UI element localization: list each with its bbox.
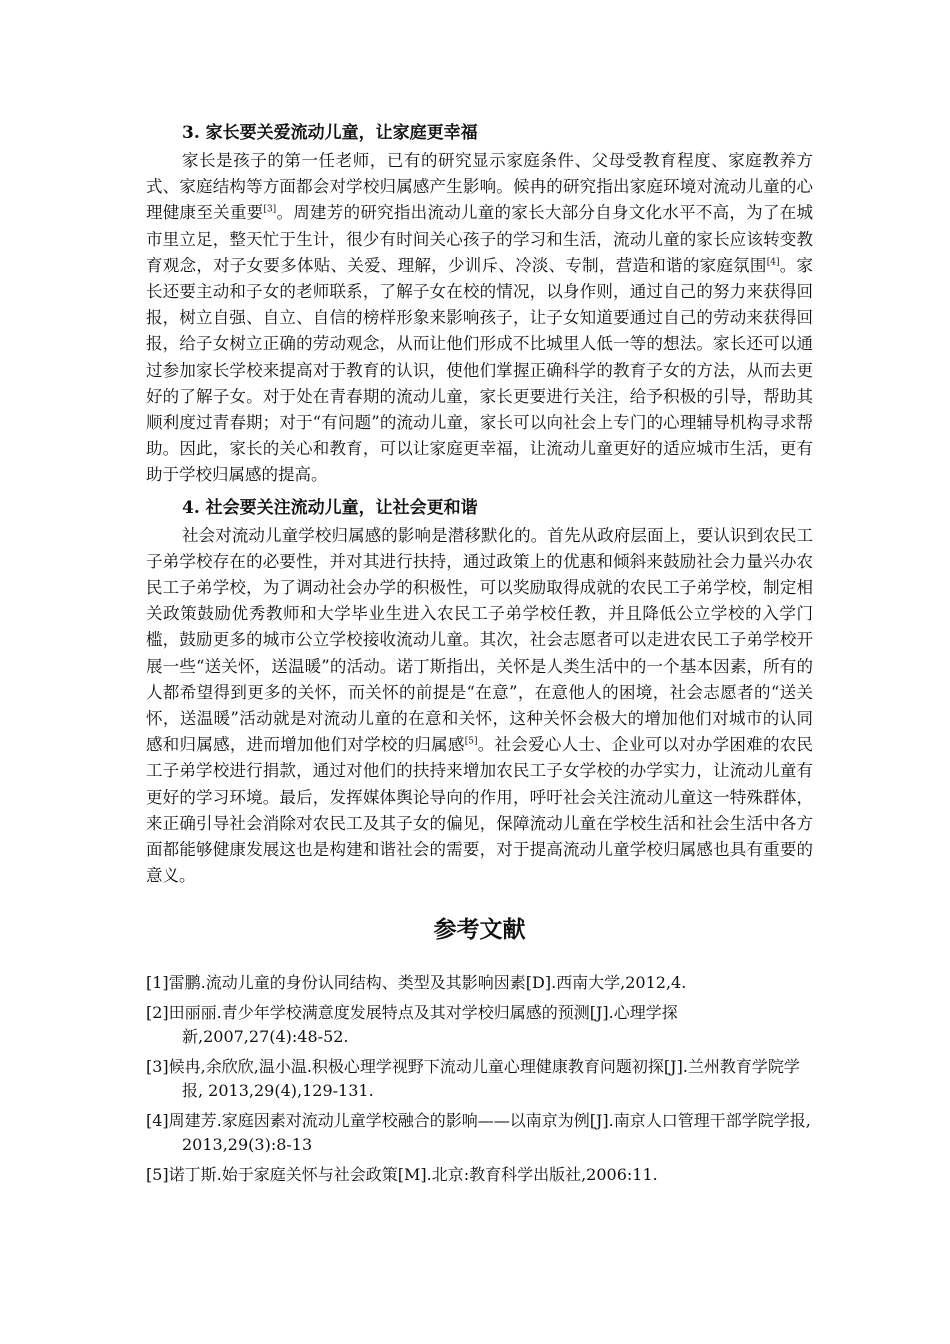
section-3-text-a: 家长是孩子的第一任老师，已有的研究显示家庭条件、父母受教育程度、家庭教养方式、家庭结构等方面都会对学校归属感产生影响。候冉的研究指出家庭环境对流动儿童的心理健康至关重要: [146, 151, 813, 223]
citation-5: [5]: [464, 736, 478, 747]
references-title: 参考文献: [433, 917, 526, 944]
section-4-text-a: 社会对流动儿童学校归属感的影响是潜移默化的。首先从政府层面上，要认识到农民工子弟学校存在的必要性，并对其进行扶持，通过政策上的优惠和倾斜来鼓励社会力量兴办农民工子弟学校，为了调动社会办学的积极性，可以奖励取得成就的农民工子弟学校，制定相关政策鼓励优秀教师和大学毕业生进入农民工子弟学校任教，并且降低公立学校的入学门槛，鼓励更多的城市公立学校接收流动儿童。其次，社会志愿者可以走进农民工子弟学校开展一些“送关怀，送温暖”的活动。诺丁斯指出，关怀是人类生活中的一个基本因素，所有的人都希望得到更多的关怀，而关怀的前提是“在意”，在意他人的困境，社会志愿者的“送关怀，送温暖”活动就是对流动儿童的在意和关怀，这种关怀会极大的增加他们对城市的认同感和归属感，进而增加他们对学校的归属感: [146, 525, 813, 755]
section-3-text-b: 。周建芳的研究指出流动儿童的家长大部分自身文化水平不高，为了在城市里立足，整天忙于生计，很少有时间关心孩子的学习和生活，流动儿童的家长应该转变教育观念，对子女要多体贴、关爱、理解，少训斥、冷淡、专制，营造和谐的家庭氛围: [146, 203, 814, 275]
reference-item: [3]候冉,余欣欣,温小温.积极心理学视野下流动儿童心理健康教育问题初探[J].兰州教育学院学报, 2013,29(4),129-131.: [146, 1057, 800, 1101]
citation-3: [3]: [263, 204, 277, 215]
section-4-text-b: 。社会爱心人士、企业可以对办学困难的农民工子弟学校进行捐款，通过对他们的扶持来增加农民工子女学校的办学实力，让流动儿童有更好的学习环境。最后，发挥媒体舆论导向的作用，呼吁社会关注流动儿童这一特殊群体，来正确引导社会消除对农民工及其子女的偏见，保障流动儿童在学校生活和社会生活中各方面都能够健康发展这也是构建和谐社会的需要，对于提高流动儿童学校归属感也具有重要的意义。: [146, 735, 814, 886]
section-3-paragraph: [146, 148, 813, 489]
reference-item: [2]田丽丽.青少年学校满意度发展特点及其对学校归属感的预测[J].心理学探新,2007,27(4):48-52.: [146, 1003, 678, 1047]
section-3-heading: 3. 家长要关爱流动儿童，让家庭更幸福: [182, 123, 478, 143]
document-page: [146, 120, 813, 1193]
section-4-paragraph: [146, 523, 813, 890]
section-3-text-c: 。家长还要主动和子女的老师联系，了解子女在校的情况，以身作则，通过自己的努力来获得回报，树立自强、自立、自信的榜样形象来影响孩子，让子女知道要通过自己的劳动来获得回报，给子女树立正确的劳动观念，从而让他们形成不比城里人低一等的想法。家长还可以通过参加家长学校来提高对于教育的认识，使他们掌握正确科学的教育子女的方法，从而去更好的了解子女。对于处在青春期的流动儿童，家长更要进行关注，给予积极的引导，帮助其顺利度过青春期；对于“有问题”的流动儿童，家长可以向社会上专门的心理辅导机构寻求帮助。因此，家长的关心和教育，可以让家庭更幸福，让流动儿童更好的适应城市生活，更有助于学校归属感的提高。: [146, 255, 814, 485]
references-list: [146, 971, 813, 1187]
section-4-heading: 4. 社会要关注流动儿童，让社会更和谐: [182, 497, 478, 518]
reference-item: [5]诺丁斯.始于家庭关怀与社会政策[M].北京:教育科学出版社,2006:11.: [146, 1165, 658, 1185]
reference-item: [4]周建芳.家庭因素对流动儿童学校融合的影响——以南京为例[J].南京人口管理干部学院学报, 2013,29(3):8-13: [146, 1111, 811, 1155]
reference-item: [1]雷鹏.流动儿童的身份认同结构、类型及其影响因素[D].西南大学,2012,4.: [146, 973, 687, 993]
citation-4: [4]: [766, 257, 780, 268]
